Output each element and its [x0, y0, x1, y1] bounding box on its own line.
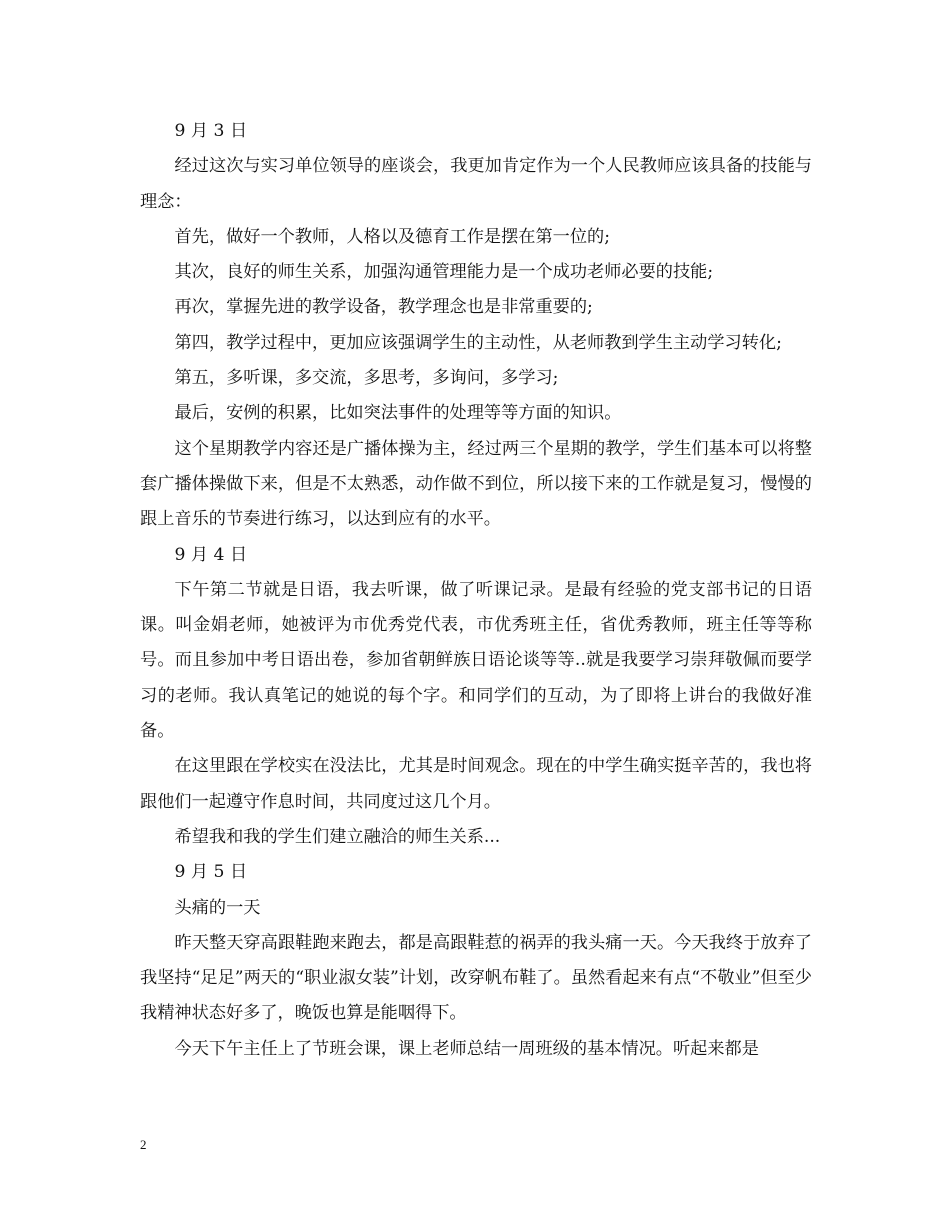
paragraph: 经过这次与实习单位领导的座谈会，我更加肯定作为一个人民教师应该具备的技能与理念： — [140, 156, 812, 212]
paragraph: 第四，教学过程中，更加应该强调学生的主动性，从老师教到学生主动学习转化; — [174, 332, 782, 353]
entry-title: 头痛的一天 — [174, 897, 261, 918]
date-heading: 9 月 4 日 — [174, 544, 248, 565]
paragraph: 再次，掌握先进的教学设备，教学理念也是非常重要的; — [174, 297, 593, 318]
paragraph: 最后，安例的积累，比如突法事件的处理等等方面的知识。 — [174, 403, 622, 424]
page-number: 2 — [140, 1137, 147, 1152]
paragraph: 希望我和我的学生们建立融洽的师生关系... — [174, 826, 501, 847]
paragraph: 这个星期教学内容还是广播体操为主，经过两三个星期的教学，学生们基本可以将整套广播体操做下来，但是不太熟悉，动作做不到位，所以接下来的工作就是复习，慢慢的跟上音乐的节奏进行练习，以达到应有的水平。 — [140, 438, 812, 530]
paragraph: 下午第二节就是日语，我去听课，做了听课记录。是最有经验的党支部书记的日语课。叫金娟老师，她被评为市优秀党代表，市优秀班主任，省优秀教师，班主任等等称号。而且参加中考日语出卷，参加省朝鲜族日语论谈等等..就是我要学习崇拜敬佩而要学习的老师。我认真笔记的她说的每个字。和同学们的互动，为了即将上讲台的我做好准备。 — [140, 579, 812, 742]
paragraph: 其次，良好的师生关系，加强沟通管理能力是一个成功老师必要的技能; — [174, 262, 714, 283]
date-heading: 9 月 3 日 — [174, 121, 248, 141]
paragraph: 昨天整天穿高跟鞋跑来跑去，都是高跟鞋惹的祸弄的我头痛一天。今天我终于放弃了我坚持“足足”两天的“职业淑女装”计划，改穿帆布鞋了。虽然看起来有点“不敬业”但至少我精神状态好多了，晚饭也算是能咽得下。 — [140, 932, 812, 1024]
date-heading: 9 月 5 日 — [174, 862, 248, 883]
paragraph: 首先，做好一个教师，人格以及德育工作是摆在第一位的; — [174, 226, 610, 247]
paragraph: 今天下午主任上了节班会课，课上老师总结一周班级的基本情况。听起来都是 — [174, 1038, 759, 1059]
document-body — [140, 114, 812, 1067]
paragraph: 第五，多听课，多交流，多思考，多询问，多学习; — [174, 368, 559, 389]
paragraph: 在这里跟在学校实在没法比，尤其是时间观念。现在的中学生确实挺辛苦的，我也将跟他们一起遵守作息时间，共同度过这几个月。 — [140, 756, 812, 812]
